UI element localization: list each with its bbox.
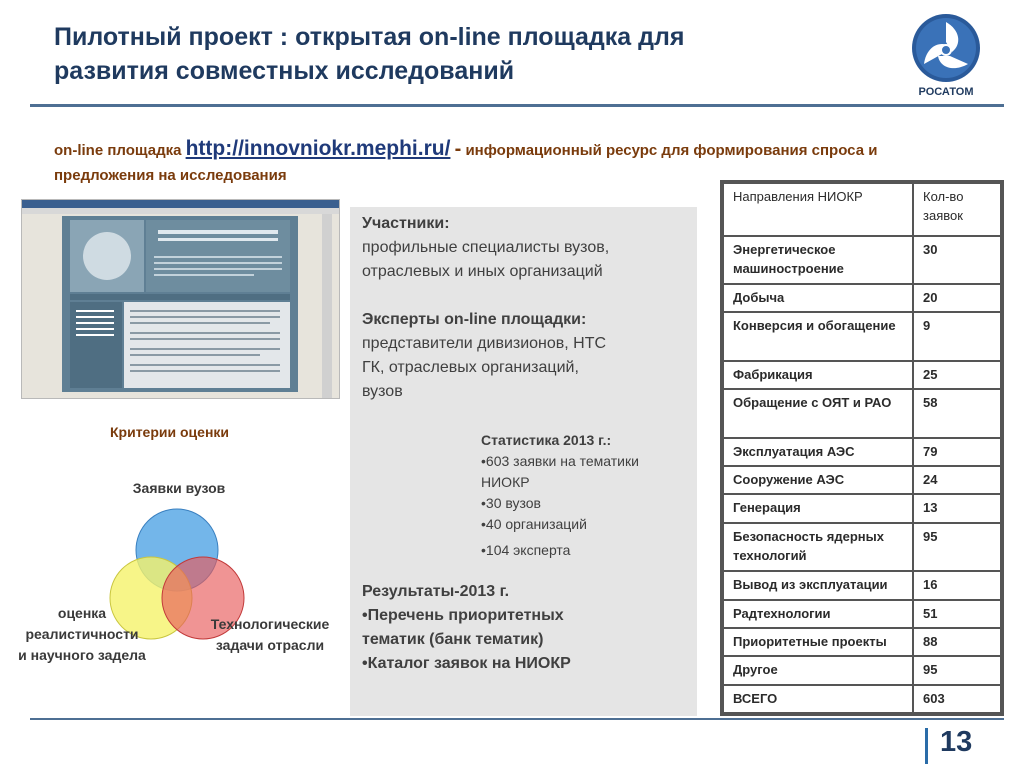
niokr-table — [720, 180, 1004, 716]
row-count: 30 — [913, 236, 1001, 285]
row-name: Безопасность ядерных технологий — [723, 523, 913, 572]
row-count: 51 — [913, 600, 1001, 628]
rosatom-emblem-icon — [908, 12, 984, 86]
row-name: Конверсия и обогащение — [723, 312, 913, 361]
venn-label-right-line1: Технологические — [210, 616, 330, 632]
table-row — [723, 494, 1001, 522]
row-name: Другое — [723, 656, 913, 684]
row-name: Вывод из эксплуатации — [723, 571, 913, 599]
row-name: Фабрикация — [723, 361, 913, 389]
row-name: Приоритетные проекты — [723, 628, 913, 656]
table-row — [723, 523, 1001, 572]
row-count: 79 — [913, 438, 1001, 466]
venn-label-left-line2: реалистичности — [25, 626, 139, 642]
table-row — [723, 361, 1001, 389]
participants-text-2: отраслевых и иных организаций — [362, 263, 603, 280]
results-item-1b: тематик (банк тематик) — [362, 631, 544, 648]
footer-divider — [30, 718, 1004, 720]
venn-label-right-line2: задачи отрасли — [215, 637, 325, 653]
row-name: Энергетическое машиностроение — [723, 236, 913, 285]
experts-title: Эксперты on-line площадки: — [362, 311, 587, 328]
results-title: Результаты-2013 г. — [362, 583, 510, 600]
row-count: 88 — [913, 628, 1001, 656]
row-count: 25 — [913, 361, 1001, 389]
subtitle-prefix: on-line площадка — [54, 142, 182, 159]
table-row — [723, 656, 1001, 684]
stats-title: Статистика 2013 г.: — [481, 432, 612, 448]
row-name: Сооружение АЭС — [723, 466, 913, 494]
row-name: Радтехнологии — [723, 600, 913, 628]
title-divider — [30, 104, 1004, 107]
header-count: Кол-во заявок — [913, 183, 1001, 236]
website-screenshot — [21, 199, 340, 399]
row-name: Обращение с ОЯТ и РАО — [723, 389, 913, 438]
logo-text: РОСАТОМ — [918, 86, 974, 98]
participants-text-1: профильные специалисты вузов, — [362, 239, 610, 256]
row-name: ВСЕГО — [723, 685, 913, 713]
info-panel — [350, 207, 697, 716]
row-count: 58 — [913, 389, 1001, 438]
stats-item-2: •30 вузов — [481, 495, 541, 511]
rosatom-logo — [908, 12, 984, 102]
stats-item-3: •40 организаций — [481, 516, 587, 532]
subtitle-dash: - — [454, 138, 462, 160]
experts-block — [362, 308, 606, 404]
table-header-row — [723, 183, 1001, 236]
site-link[interactable]: http://innovniokr.mephi.ru/ — [185, 137, 451, 160]
page-number: 13 — [940, 726, 973, 758]
table-row — [723, 284, 1001, 312]
title-line-2: развития совместных исследований — [54, 57, 515, 85]
table-row — [723, 628, 1001, 656]
stats-block — [481, 430, 639, 561]
title-line-1: Пилотный проект : открытая on-line площадка для — [54, 23, 685, 51]
row-count: 95 — [913, 523, 1001, 572]
venn-label-left-line1: оценка — [57, 605, 107, 621]
experts-text-1: представители дивизионов, НТС — [362, 335, 607, 352]
page-title — [54, 20, 894, 88]
stats-item-1b: НИОКР — [481, 474, 530, 490]
table-row — [723, 571, 1001, 599]
results-item-2: •Каталог заявок на НИОКР — [362, 655, 571, 672]
subtitle-suffix: информационный ресурс для формирования спроса и предложения на исследования — [54, 142, 878, 184]
header-direction: Направления НИОКР — [723, 183, 913, 236]
row-count: 16 — [913, 571, 1001, 599]
row-count: 24 — [913, 466, 1001, 494]
table-row — [723, 438, 1001, 466]
criteria-heading: Критерии оценки — [110, 424, 230, 440]
row-count: 95 — [913, 656, 1001, 684]
stats-item-1a: •603 заявки на тематики — [481, 453, 639, 469]
website-screenshot-image — [22, 200, 339, 398]
row-count: 20 — [913, 284, 1001, 312]
row-count: 603 — [913, 685, 1001, 713]
venn-label-left — [0, 603, 164, 666]
row-name: Добыча — [723, 284, 913, 312]
results-block — [362, 580, 571, 676]
table-row — [723, 685, 1001, 713]
venn-label-top: Заявки вузов — [132, 480, 226, 496]
row-name: Эксплуатация АЭС — [723, 438, 913, 466]
venn-label-left-line3: и научного задела — [18, 647, 146, 663]
table-row — [723, 389, 1001, 438]
table-row — [723, 600, 1001, 628]
participants-title: Участники: — [362, 215, 450, 232]
results-item-1a: •Перечень приоритетных — [362, 607, 564, 624]
row-name: Генерация — [723, 494, 913, 522]
table-row — [723, 236, 1001, 285]
table-row — [723, 466, 1001, 494]
experts-text-3: вузов — [362, 383, 403, 400]
row-count: 13 — [913, 494, 1001, 522]
stats-item-4: •104 эксперта — [481, 542, 571, 558]
venn-label-right — [194, 614, 346, 656]
participants-block — [362, 212, 609, 284]
table-row — [723, 312, 1001, 361]
page-number-bar — [925, 728, 928, 764]
row-count: 9 — [913, 312, 1001, 361]
experts-text-2: ГК, отраслевых организаций, — [362, 359, 579, 376]
